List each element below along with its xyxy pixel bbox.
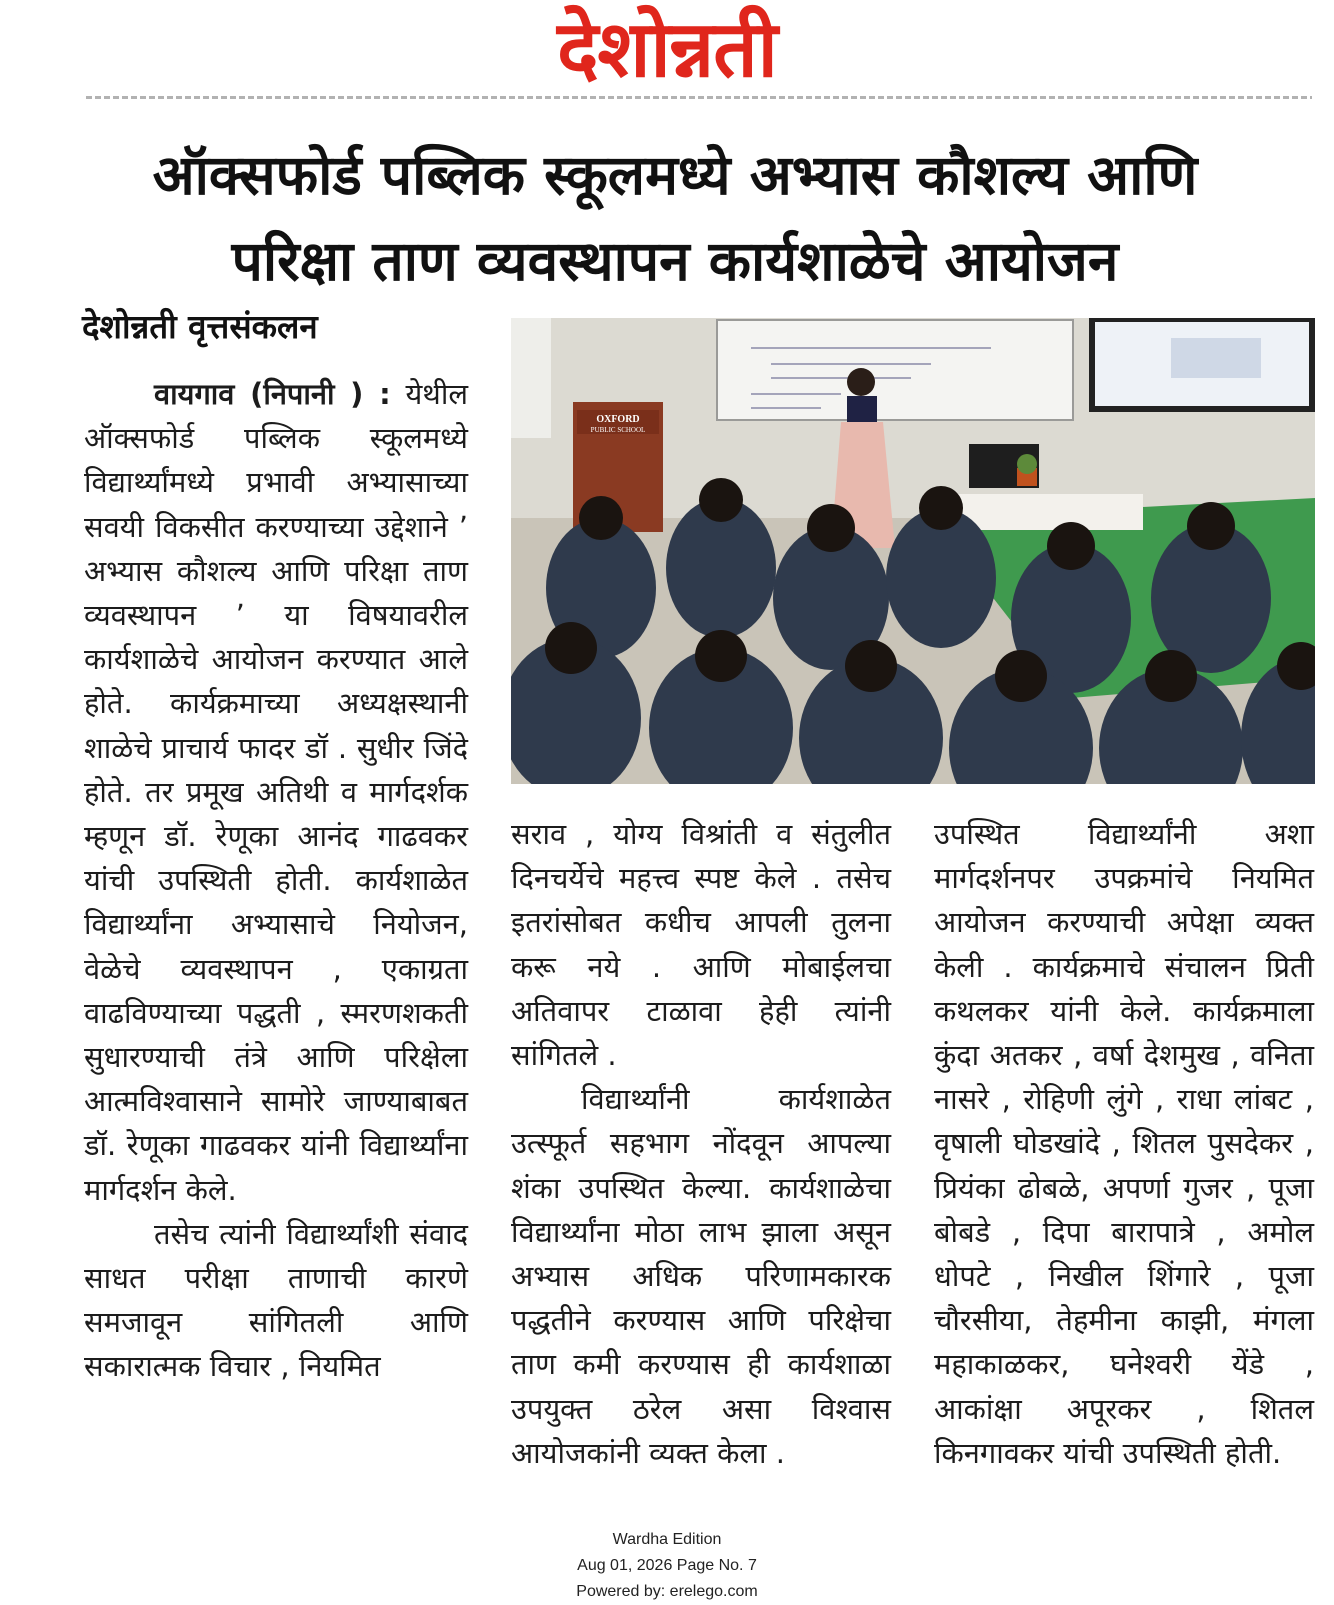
headline-line-1: ऑक्सफोर्ड पब्लिक स्कूलमध्ये अभ्यास कौशल्य आणि: [152, 143, 1198, 207]
paragraph: तसेच त्यांनी विद्यार्थ्यांशी संवाद साधत परीक्षा ताणाची कारणे समजावून सांगितली आणि सकारात्मक विचार , नियमित: [84, 1216, 468, 1384]
classroom-photo: [511, 318, 1315, 784]
masthead-divider: [86, 96, 1312, 99]
newspaper-logo: देशोन्नती: [557, 5, 777, 95]
headline-line-2: परिक्षा ताण व्यवस्थापन कार्यशाळेचे आयोजन: [231, 229, 1119, 293]
podium-label-2: PUBLIC SCHOOL: [590, 426, 646, 434]
masthead: [0, 0, 1334, 100]
paragraph: सराव , योग्य विश्रांती व संतुलीत दिनचर्येचे महत्त्व स्पष्ट केले . तसेच इतरांसोबत कधीच आपली तुलना करू नये . आणि मोबाईलचा अतिवापर टाळावा हेही त्यांनी सांगितले .: [511, 817, 891, 1073]
byline: देशोन्नती वृत्तसंकलन: [82, 307, 318, 346]
article-headline: [40, 132, 1310, 304]
article-photo: [511, 318, 1315, 784]
article-column-2: [511, 812, 891, 1475]
page-footer: [0, 1527, 1334, 1605]
dateline: वायगाव (निपानी ) :: [154, 377, 391, 411]
paragraph: विद्यार्थ्यांनी कार्यशाळेत उत्स्फूर्त सहभाग नोंदवून आपल्या शंका उपस्थित केल्या. कार्यशाळेचा विद्यार्थ्यांना मोठा लाभ झाला असून अभ्यास अधिक परिणामकारक पद्धतीने करण्यास आणि परिक्षेचा ताण कमी करण्यास ही कार्यशाळा उपयुक्त ठरेल असा विश्वास आयोजकांनी व्यक्त केला .: [511, 1082, 891, 1470]
paragraph: उपस्थित विद्यार्थ्यांनी अशा मार्गदर्शनपर उपक्रमांचे नियमित आयोजन करण्याची अपेक्षा व्यक्त केली . कार्यक्रमाचे संचालन प्रिती कथलकर यांनी केले. कार्यक्रमाला कुंदा अतकर , वर्षा देशमुख , वनिता नासरे , रोहिणी लुंगे , राधा लांबट , वृषाली घोडखांदे , शितल पुसदेकर , प्रियंका ढोबळे, अपर्णा गुजर , पूजा बोबडे , दिपा बारापात्रे , अमोल धोपटे , निखील शिंगारे , पूजा चौरसीया, तेहमीना काझी, मंगला महाकाळकर, घनेश्वरी येंडे , आकांक्षा अपूरकर , शितल किनगावकर यांची उपस्थिती होती.: [934, 817, 1314, 1470]
article-column-1: [84, 372, 468, 1389]
podium-label-1: OXFORD: [596, 414, 640, 425]
edition-label: Wardha Edition: [612, 1531, 722, 1548]
date-page-label: Aug 01, 2026 Page No. 7: [577, 1557, 757, 1574]
paragraph-text: येथील ऑक्सफोर्ड पब्लिक स्कूलमध्ये विद्यार्थ्यांमध्ये प्रभावी अभ्यासाच्या सवयी विकसीत करण्याच्या उद्देशाने ’ अभ्यास कौशल्य आणि परिक्षा ताण व्यवस्थापन ’ या विषयावरील कार्यशाळेचे आयोजन करण्यात आले होते. कार्यक्रमाच्या अध्यक्षस्थानी शाळेचे प्राचार्य फादर डॉ . सुधीर जिंदे होते. तर प्रमूख अतिथी व मार्गदर्शक म्हणून डॉ. रेणूका आनंद गाढवकर यांची उपस्थिती होती. कार्यशाळेत विद्यार्थ्यांना अभ्यासाचे नियोजन, वेळेचे व्यवस्थापन , एकाग्रता वाढविण्याच्या पद्धती , स्मरणशकती सुधारण्याची तंत्रे आणि परिक्षेला आत्मविश्वासाने सामोरे जाण्याबाबत डॉ. रेणूका गाढवकर यांनी विद्यार्थ्यांना मार्गदर्शन केले.: [84, 377, 468, 1207]
article-column-3: [934, 812, 1314, 1475]
paragraph: [84, 372, 468, 1212]
powered-by-label: Powered by: erelego.com: [576, 1583, 758, 1600]
